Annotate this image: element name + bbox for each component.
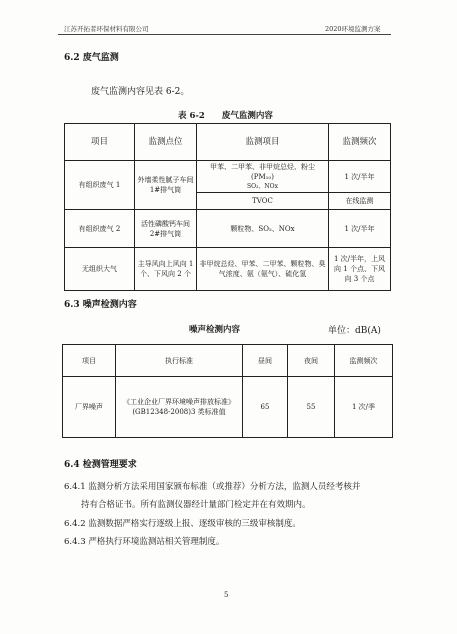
list-item xyxy=(64,480,360,492)
table-cell: 《工业企业厂界环境噪声排放标准》(GB12348-2008)3 类标准值 xyxy=(116,377,243,438)
table-cell: 无组织大气 xyxy=(65,248,135,291)
table-cell: 1 次/半年 xyxy=(329,161,391,193)
table-6-2 xyxy=(64,123,391,291)
list-item xyxy=(64,517,301,529)
section-6-4-heading: 6.4 检测管理要求 xyxy=(64,460,137,470)
header-cell: 监测频次 xyxy=(329,124,391,161)
table-cell: 1 次/半年，上风向 1 个点、下风向 3 个点 xyxy=(329,248,391,291)
table-6-3 xyxy=(62,344,393,438)
header-cell: 项目 xyxy=(65,124,135,161)
param-line: SO₂、NOx xyxy=(247,182,278,190)
item-number: 6.4.3 xyxy=(64,537,86,547)
header-cell: 夜间 xyxy=(288,345,335,377)
table-cell xyxy=(197,161,329,193)
header-cell: 监测项目 xyxy=(197,124,329,161)
table-6-2-caption: 表 6-2 废气监测内容 xyxy=(178,111,273,121)
header-cell: 昼间 xyxy=(243,345,288,377)
table-header-row xyxy=(63,345,393,377)
table-cell: TVOC xyxy=(197,193,329,210)
table-cell: 1 次/季 xyxy=(335,377,393,438)
list-item xyxy=(64,535,224,547)
header-doc-title: 2020环境监测方案 xyxy=(325,25,381,33)
table-cell: 外墙柔性腻子车间 1#排气筒 xyxy=(135,161,197,210)
table-cell: 55 xyxy=(288,377,335,438)
param-line: 甲苯、二甲苯、非甲烷总烃、粉尘(PM₁₀) xyxy=(210,162,315,181)
table-cell: 非甲烷总烃、甲苯、二甲苯、颗粒物、臭气浓度、氨（氨气）、硫化氢 xyxy=(197,248,329,291)
header-company: 江苏开拓者环保材料有限公司 xyxy=(64,25,149,33)
table-6-3-caption: 噪声检测内容 xyxy=(189,325,241,335)
item-text: 监测数据严格实行逐级上报、逐级审核的三级审核制度。 xyxy=(88,519,301,529)
section-6-2-heading: 6.2 废气监测 xyxy=(64,53,119,63)
header-rule xyxy=(58,34,391,35)
table-cell: 在线监测 xyxy=(329,193,391,210)
table-cell: 厂界噪声 xyxy=(63,377,116,438)
table-cell: 有组织废气 2 xyxy=(65,210,135,248)
table-row xyxy=(65,248,391,291)
header-cell: 监测频次 xyxy=(335,345,393,377)
item-text: 严格执行环境监测站相关管理制度。 xyxy=(88,537,225,547)
table-cell: 颗粒物、SO₂、NOx xyxy=(197,210,329,248)
section-6-2-intro: 废气监测内容见表 6-2。 xyxy=(91,87,190,97)
table-cell: 1 次/半年 xyxy=(329,210,391,248)
header-cell: 项目 xyxy=(63,345,116,377)
header-cell: 监测点位 xyxy=(135,124,197,161)
section-6-3-heading: 6.3 噪声检测内容 xyxy=(64,300,137,310)
table-cell: 主导风向上风向 1 个、下风向 2 个 xyxy=(135,248,197,291)
table-6-3-unit: 单位：dB(A) xyxy=(328,326,381,336)
table-row xyxy=(65,161,391,193)
item-text: 监测分析方法采用国家颁布标准（或推荐）分析方法，监测人员经考核并 xyxy=(88,482,361,492)
item-number: 6.4.1 xyxy=(64,482,86,492)
table-row xyxy=(63,377,393,438)
header-cell: 执行标准 xyxy=(116,345,243,377)
table-cell: 有组织废气 1 xyxy=(65,161,135,210)
table-row xyxy=(65,210,391,248)
table-cell: 活性磷酸钙车间 2#排气筒 xyxy=(135,210,197,248)
table-header-row xyxy=(65,124,391,161)
page-number: 5 xyxy=(224,591,229,599)
item-number: 6.4.2 xyxy=(64,519,86,529)
list-item-continuation: 持有合格证书。所有监测仪器经计量部门检定并在有效期内。 xyxy=(81,500,311,510)
table-cell: 65 xyxy=(243,377,288,438)
